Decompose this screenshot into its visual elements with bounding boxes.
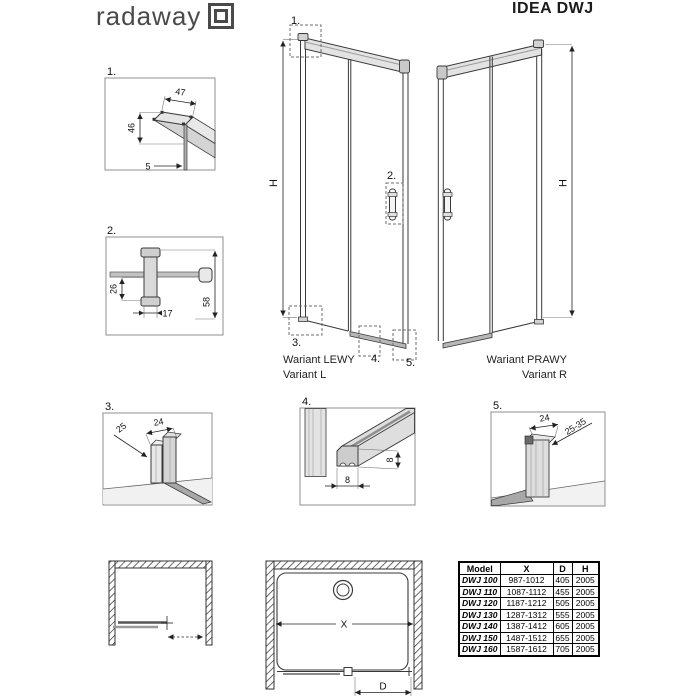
model-cell: DWJ 160 (459, 644, 500, 656)
detail-4-view (300, 396, 415, 505)
callout-2-label: 2. (387, 170, 397, 182)
value-cell: 1587-1612 (500, 644, 553, 656)
value-cell: 1187-1212 (500, 598, 553, 610)
value-cell: 2005 (572, 621, 599, 633)
profile-outer (151, 445, 162, 483)
callout-3-label: 3. (292, 337, 302, 349)
detail-2-label: 2. (107, 225, 117, 237)
detail4-width-dim: 8 (344, 475, 351, 485)
value-cell: 505 (553, 598, 572, 610)
detail-4-label: 4. (302, 396, 312, 408)
size-table-header-row (459, 562, 599, 575)
detail1-height-dim: 46 (126, 122, 137, 134)
detail-1-label: 1. (107, 66, 117, 78)
table-row (459, 586, 599, 598)
wall-top (266, 561, 422, 569)
value-cell: 455 (553, 586, 572, 598)
profile-inner (163, 437, 176, 483)
column-header: X (500, 562, 553, 575)
detail-3-label: 3. (105, 401, 115, 413)
value-cell: 655 (553, 632, 572, 644)
height-dim-label-left: H (268, 179, 280, 187)
detail-5-view (491, 400, 605, 506)
variant-right-caption-pl: Wariant PRAWY (486, 354, 567, 366)
wall-profile (305, 409, 326, 477)
handle-plan-mark (344, 668, 352, 676)
brand-logo (96, 2, 234, 30)
model-cell: DWJ 150 (459, 632, 500, 644)
detail2-height-dim: 58 (201, 296, 212, 308)
wall-left (266, 561, 274, 689)
column-header: H (572, 562, 599, 575)
value-cell: 2005 (572, 632, 599, 644)
bottom-rail (350, 332, 406, 349)
value-cell: 605 (553, 621, 572, 633)
plan-view-opening (109, 561, 212, 645)
detail5-range-dim: 25-35 (562, 416, 588, 437)
detail-5-label: 5. (493, 400, 503, 412)
plan-view-tray (266, 561, 422, 696)
table-row (459, 575, 599, 587)
value-cell: 2005 (572, 644, 599, 656)
size-table-grid (458, 561, 600, 657)
model-cell: DWJ 100 (459, 575, 500, 587)
wall-top (109, 561, 212, 568)
detail-2-view (106, 225, 223, 335)
value-cell: 2005 (572, 598, 599, 610)
page-title: IDEA DWJ (512, 0, 594, 17)
value-cell: 405 (553, 575, 572, 587)
detail5-width-dim: 24 (538, 412, 551, 424)
size-table-body (459, 575, 599, 656)
table-row (459, 644, 599, 656)
value-cell: 555 (553, 609, 572, 621)
value-cell: 705 (553, 644, 572, 656)
value-cell: 987-1012 (500, 575, 553, 587)
value-cell: 1087-1112 (500, 586, 553, 598)
size-table (458, 561, 600, 657)
brand-logo-icon (208, 3, 234, 29)
wall-left (109, 561, 115, 645)
table-row (459, 632, 599, 644)
detail-1-view (105, 66, 215, 172)
door-elevation-left (268, 15, 416, 381)
glass-edge (184, 125, 187, 170)
variant-left-caption-pl: Wariant LEWY (283, 354, 355, 366)
wall-right (414, 561, 422, 689)
variant-right-caption-en: Variant R (521, 369, 567, 381)
callout-1-label: 1. (291, 15, 301, 27)
detail3-depth-dim: 25 (114, 420, 129, 435)
handle-column (144, 256, 157, 297)
brand-logo-text: radaway (96, 1, 202, 31)
detail3-width-dim: 24 (152, 416, 165, 428)
top-rail (305, 38, 402, 72)
detail-2-frame (106, 237, 223, 335)
table-row (459, 609, 599, 621)
value-cell: 2005 (572, 586, 599, 598)
detail1-width-dim: 47 (174, 86, 187, 98)
detail2-width-dim: 17 (162, 308, 173, 319)
door-elevation-right (437, 40, 572, 381)
bottom-rail (443, 333, 492, 348)
value-cell: 2005 (572, 609, 599, 621)
bottom-rail-section (337, 446, 358, 466)
callout-4-label: 4. (371, 353, 381, 365)
variant-left-caption-en: Variant L (283, 369, 327, 381)
callout-5-label: 5. (406, 357, 416, 369)
wall-profile (526, 440, 549, 497)
model-cell: DWJ 140 (459, 621, 500, 633)
detail1-offset-dim: 5 (145, 161, 151, 172)
value-cell: 2005 (572, 575, 599, 587)
column-header: D (553, 562, 572, 575)
height-dim-label-right: H (557, 179, 570, 187)
table-row (459, 598, 599, 610)
door-width-dim: D (379, 681, 387, 693)
value-cell: 1487-1512 (500, 632, 553, 644)
value-cell: 1387-1412 (500, 621, 553, 633)
value-cell: 1287-1312 (500, 609, 553, 621)
table-row (459, 621, 599, 633)
wall-knob (199, 268, 212, 282)
model-cell: DWJ 110 (459, 586, 500, 598)
detail2-depth-dim: 26 (108, 283, 119, 295)
detail4-height-dim: 8 (385, 457, 395, 463)
detail-3-view (103, 401, 212, 505)
wall-right (206, 561, 212, 645)
model-cell: DWJ 130 (459, 609, 500, 621)
overall-width-dim: X (340, 619, 348, 631)
model-cell: DWJ 120 (459, 598, 500, 610)
column-header: Model (459, 562, 500, 575)
